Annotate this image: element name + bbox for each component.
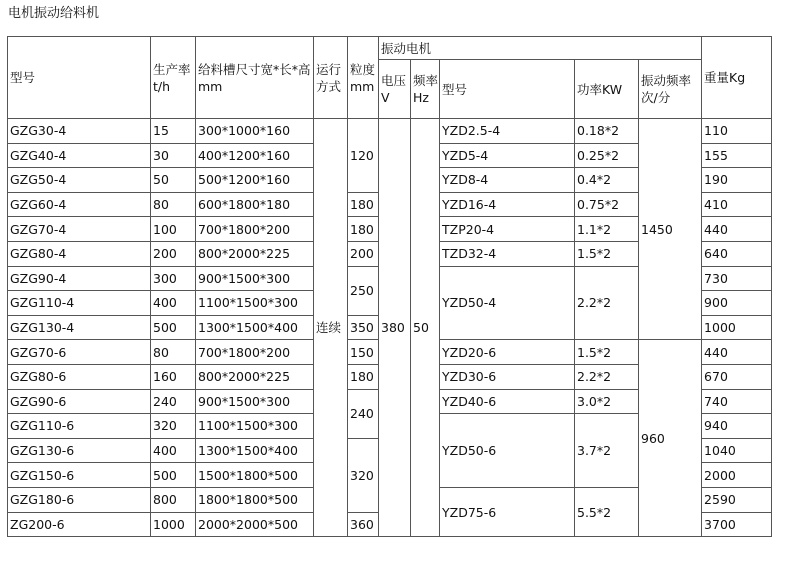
header-trough-size: 给料槽尺寸宽*长*高mm: [196, 37, 314, 119]
cell-weight: 155: [702, 143, 772, 168]
cell-trough: 900*1500*300: [196, 389, 314, 414]
cell-motor-model: TZP20-4: [440, 217, 575, 242]
spec-table: [7, 36, 772, 537]
cell-trough: 1800*1800*500: [196, 487, 314, 512]
header-vibration-frequency: 振动频率次/分: [639, 60, 702, 119]
cell-motor-model: YZD8-4: [440, 168, 575, 193]
cell-power: 1.1*2: [575, 217, 639, 242]
cell-motor-model: YZD75-6: [440, 487, 575, 536]
cell-capacity: 400: [151, 438, 196, 463]
cell-weight: 190: [702, 168, 772, 193]
cell-trough: 2000*2000*500: [196, 512, 314, 537]
cell-trough: 800*2000*225: [196, 364, 314, 389]
cell-capacity: 15: [151, 119, 196, 144]
cell-motor-model: YZD50-4: [440, 266, 575, 340]
cell-weight: 3700: [702, 512, 772, 537]
cell-model: GZG90-6: [8, 389, 151, 414]
cell-model: ZG200-6: [8, 512, 151, 537]
cell-trough: 500*1200*160: [196, 168, 314, 193]
cell-weight: 900: [702, 291, 772, 316]
header-capacity: 生产率t/h: [151, 37, 196, 119]
cell-granularity: 180: [348, 364, 379, 389]
cell-power: 2.2*2: [575, 266, 639, 340]
table-row: [8, 119, 772, 144]
cell-capacity: 300: [151, 266, 196, 291]
cell-power: 1.5*2: [575, 241, 639, 266]
cell-power: 0.18*2: [575, 119, 639, 144]
cell-capacity: 1000: [151, 512, 196, 537]
cell-motor-model: TZD32-4: [440, 241, 575, 266]
cell-weight: 110: [702, 119, 772, 144]
cell-weight: 1040: [702, 438, 772, 463]
cell-power: 5.5*2: [575, 487, 639, 536]
cell-weight: 740: [702, 389, 772, 414]
cell-granularity: 150: [348, 340, 379, 365]
cell-trough: 1100*1500*300: [196, 291, 314, 316]
header-model: 型号: [8, 37, 151, 119]
cell-weight: 440: [702, 340, 772, 365]
cell-capacity: 320: [151, 414, 196, 439]
cell-weight: 410: [702, 192, 772, 217]
cell-power: 3.7*2: [575, 414, 639, 488]
cell-capacity: 200: [151, 241, 196, 266]
cell-vibration-frequency: 960: [639, 340, 702, 537]
cell-granularity: 180: [348, 192, 379, 217]
cell-capacity: 500: [151, 463, 196, 488]
cell-capacity: 160: [151, 364, 196, 389]
cell-model: GZG110-4: [8, 291, 151, 316]
cell-granularity: 250: [348, 266, 379, 315]
cell-motor-model: YZD40-6: [440, 389, 575, 414]
cell-motor-model: YZD20-6: [440, 340, 575, 365]
cell-trough: 600*1800*180: [196, 192, 314, 217]
cell-power: 0.4*2: [575, 168, 639, 193]
cell-granularity: 180: [348, 217, 379, 242]
cell-power: 3.0*2: [575, 389, 639, 414]
cell-vibration-frequency: 1450: [639, 119, 702, 340]
cell-motor-model: YZD30-6: [440, 364, 575, 389]
cell-granularity: 240: [348, 389, 379, 438]
cell-trough: 1500*1800*500: [196, 463, 314, 488]
cell-capacity: 800: [151, 487, 196, 512]
cell-model: GZG80-6: [8, 364, 151, 389]
header-granularity: 粒度mm: [348, 37, 379, 119]
cell-model: GZG80-4: [8, 241, 151, 266]
cell-trough: 1300*1500*400: [196, 438, 314, 463]
cell-capacity: 500: [151, 315, 196, 340]
cell-power: 1.5*2: [575, 340, 639, 365]
cell-voltage: 380: [379, 119, 411, 537]
cell-capacity: 100: [151, 217, 196, 242]
cell-capacity: 240: [151, 389, 196, 414]
cell-weight: 2000: [702, 463, 772, 488]
cell-granularity: 360: [348, 512, 379, 537]
cell-frequency: 50: [411, 119, 440, 537]
header-vibration-motor: 振动电机: [379, 37, 702, 60]
cell-trough: 400*1200*160: [196, 143, 314, 168]
cell-model: GZG50-4: [8, 168, 151, 193]
cell-granularity: 320: [348, 438, 379, 512]
cell-model: GZG40-4: [8, 143, 151, 168]
cell-motor-model: YZD16-4: [440, 192, 575, 217]
cell-weight: 1000: [702, 315, 772, 340]
cell-granularity: 120: [348, 119, 379, 193]
cell-trough: 1300*1500*400: [196, 315, 314, 340]
cell-capacity: 400: [151, 291, 196, 316]
cell-capacity: 50: [151, 168, 196, 193]
header-power: 功率KW: [575, 60, 639, 119]
cell-trough: 700*1800*200: [196, 340, 314, 365]
cell-model: GZG70-6: [8, 340, 151, 365]
cell-model: GZG150-6: [8, 463, 151, 488]
header-motor-model: 型号: [440, 60, 575, 119]
cell-model: GZG130-6: [8, 438, 151, 463]
cell-power: 0.25*2: [575, 143, 639, 168]
cell-trough: 1100*1500*300: [196, 414, 314, 439]
cell-model: GZG90-4: [8, 266, 151, 291]
cell-trough: 900*1500*300: [196, 266, 314, 291]
header-weight: 重量Kg: [702, 37, 772, 119]
cell-trough: 300*1000*160: [196, 119, 314, 144]
cell-capacity: 80: [151, 340, 196, 365]
cell-weight: 440: [702, 217, 772, 242]
cell-capacity: 80: [151, 192, 196, 217]
cell-power: 0.75*2: [575, 192, 639, 217]
cell-trough: 800*2000*225: [196, 241, 314, 266]
cell-weight: 2590: [702, 487, 772, 512]
cell-weight: 730: [702, 266, 772, 291]
header-run-mode: 运行方式: [314, 37, 348, 119]
header-voltage: 电压V: [379, 60, 411, 119]
cell-capacity: 30: [151, 143, 196, 168]
page-title: 电机振动给料机: [8, 6, 100, 21]
cell-model: GZG180-6: [8, 487, 151, 512]
cell-weight: 640: [702, 241, 772, 266]
cell-power: 2.2*2: [575, 364, 639, 389]
cell-motor-model: YZD2.5-4: [440, 119, 575, 144]
cell-weight: 670: [702, 364, 772, 389]
header-frequency: 频率Hz: [411, 60, 440, 119]
cell-granularity: 350: [348, 315, 379, 340]
cell-model: GZG60-4: [8, 192, 151, 217]
cell-trough: 700*1800*200: [196, 217, 314, 242]
cell-motor-model: YZD50-6: [440, 414, 575, 488]
cell-granularity: 200: [348, 241, 379, 266]
cell-model: GZG70-4: [8, 217, 151, 242]
cell-model: GZG30-4: [8, 119, 151, 144]
cell-weight: 940: [702, 414, 772, 439]
cell-model: GZG110-6: [8, 414, 151, 439]
cell-model: GZG130-4: [8, 315, 151, 340]
cell-motor-model: YZD5-4: [440, 143, 575, 168]
cell-run-mode: 连续: [314, 119, 348, 537]
